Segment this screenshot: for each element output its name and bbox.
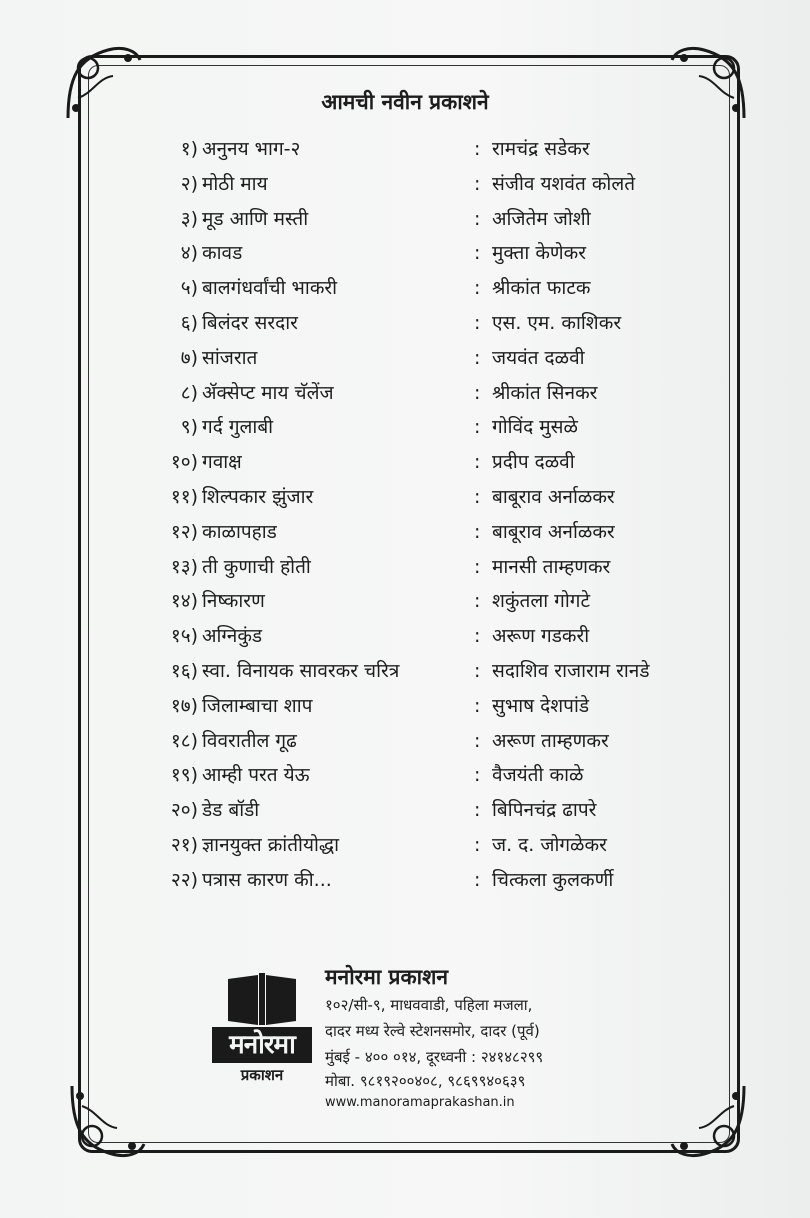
separator: : (474, 694, 481, 717)
book-row (0, 793, 810, 827)
book-number: १५) (170, 625, 198, 648)
separator: : (474, 207, 481, 230)
mobile-line: मोबा. ९८१९२००४०८, ९८६९९४०६३९ (325, 1072, 526, 1090)
book-title: मोठी माय (202, 172, 268, 195)
book-number: २२) (170, 868, 198, 891)
book-author: बिपिनचंद्र ढापरे (492, 799, 597, 822)
book-row (0, 341, 810, 375)
separator: : (474, 312, 481, 334)
separator: : (474, 799, 481, 822)
book-number: १०) (170, 451, 198, 474)
separator: : (474, 555, 481, 578)
separator: : (474, 764, 481, 787)
book-title: काळापहाड (202, 520, 277, 543)
separator: : (474, 729, 481, 752)
address-line-1: १०२/सी-९, माधववाडी, पहिला मजला, (325, 996, 533, 1014)
logo-subtitle: प्रकाशन (240, 1066, 284, 1084)
book-row (0, 550, 810, 584)
separator: : (474, 625, 481, 648)
book-row (0, 271, 810, 305)
book-row (0, 654, 810, 688)
book-title: अनुनय भाग-२ (202, 138, 301, 160)
book-row (0, 724, 810, 758)
book-row (0, 689, 810, 723)
publisher-logo (212, 971, 312, 1089)
book-row (0, 376, 810, 410)
separator: : (474, 346, 481, 369)
book-number: १३) (170, 555, 198, 578)
separator: : (474, 834, 481, 856)
book-author: वैजयंती काळे (492, 764, 584, 787)
book-author: श्रीकांत फाटक (492, 277, 591, 300)
separator: : (474, 520, 481, 543)
book-title: मूड आणि मस्ती (202, 207, 309, 230)
logo-wordmark: मनोरमा (212, 1027, 312, 1063)
book-author: चित्कला कुलकर्णी (492, 868, 614, 891)
book-row (0, 236, 810, 270)
separator: : (474, 172, 481, 195)
book-author: शकुंतला गोगटे (492, 590, 591, 613)
book-author: प्रदीप दळवी (492, 451, 575, 474)
book-number: २) (180, 172, 198, 195)
book-title: कावड (202, 242, 243, 265)
book-author: गोविंद मुसळे (492, 416, 578, 439)
book-author: बाबूराव अर्नाळकर (492, 520, 615, 543)
book-author: रामचंद्र सडेकर (492, 138, 590, 160)
book-number: ८) (180, 381, 198, 404)
book-title: ॲक्सेप्ट माय चॅलेंज (202, 381, 334, 404)
book-author: सुभाष देशपांडे (492, 694, 590, 717)
book-row (0, 202, 810, 236)
book-row (0, 445, 810, 479)
book-number: ११) (170, 486, 198, 508)
address-line-2: दादर मध्य रेल्वे स्टेशनसमोर, दादर (पूर्व) (325, 1022, 540, 1040)
book-row (0, 515, 810, 549)
book-title: पत्रास कारण की... (202, 868, 332, 891)
book-title: गर्द गुलाबी (202, 416, 274, 439)
book-number: ९) (180, 416, 198, 439)
book-number: २०) (170, 799, 198, 822)
book-author: अरूण ताम्हणकर (492, 729, 609, 752)
book-author: एस. एम. काशिकर (492, 312, 622, 334)
book-number: ५) (180, 277, 198, 300)
book-author: मुक्ता केणेकर (492, 242, 587, 265)
book-number: १२) (170, 520, 198, 543)
separator: : (474, 138, 481, 160)
book-author: जयवंत दळवी (492, 346, 585, 369)
book-row (0, 167, 810, 201)
separator: : (474, 486, 481, 508)
book-number: ६) (180, 312, 198, 334)
book-author: संजीव यशवंत कोलते (492, 172, 636, 195)
book-title: जिलाम्बाचा शाप (202, 694, 313, 717)
book-title: ती कुणाची होती (202, 555, 311, 578)
book-number: ४) (180, 242, 198, 265)
book-number: १४) (170, 590, 198, 613)
book-number: १८) (170, 729, 198, 752)
book-title: शिल्पकार झुंजार (202, 486, 314, 508)
book-author: बाबूराव अर्नाळकर (492, 486, 615, 508)
book-title: गवाक्ष (202, 451, 242, 474)
publisher-block (0, 955, 810, 1115)
book-title: ज्ञानयुक्त क्रांतीयोद्धा (202, 834, 340, 856)
separator: : (474, 868, 481, 891)
book-title: विवरातील गूढ (202, 729, 297, 752)
book-author: अरूण गडकरी (492, 625, 590, 648)
separator: : (474, 590, 481, 613)
book-number: १९) (170, 764, 198, 787)
book-number: २१) (170, 834, 198, 856)
separator: : (474, 451, 481, 474)
page-title: आमची नवीन प्रकाशने (321, 90, 489, 114)
book-title: स्वा. विनायक सावरकर चरित्र (202, 660, 400, 682)
book-number: ३) (180, 207, 198, 230)
book-number: १७) (170, 694, 198, 717)
book-row (0, 863, 810, 897)
book-author: मानसी ताम्हणकर (492, 555, 611, 578)
website-link[interactable]: www.manoramaprakashan.in (325, 1095, 515, 1110)
book-author: ज. द. जोगळेकर (492, 834, 607, 856)
book-row (0, 619, 810, 653)
separator: : (474, 381, 481, 404)
publisher-name: मनोरमा प्रकाशन (325, 965, 448, 989)
book-title: डेड बॉडी (202, 799, 260, 822)
book-title: बालगंधर्वांची भाकरी (202, 277, 338, 300)
open-book-icon (224, 971, 300, 1027)
book-author: सदाशिव राजाराम रानडे (492, 660, 650, 682)
book-row (0, 480, 810, 514)
book-title: अग्निकुंड (202, 625, 263, 648)
book-number: १) (180, 138, 198, 160)
separator: : (474, 416, 481, 439)
book-title: बिलंदर सरदार (202, 312, 298, 334)
book-row (0, 306, 810, 340)
separator: : (474, 277, 481, 300)
book-row (0, 828, 810, 862)
book-row (0, 132, 810, 166)
book-number: ७) (180, 346, 198, 369)
book-title: सांजरात (202, 346, 258, 369)
book-title: निष्कारण (202, 590, 265, 613)
book-row (0, 758, 810, 792)
book-title: आम्ही परत येऊ (202, 764, 310, 787)
separator: : (474, 242, 481, 265)
book-row (0, 410, 810, 444)
phone-line: मुंबई - ४०० ०१४, दूरध्वनी : २४१४८२९९ (325, 1048, 544, 1066)
book-author: श्रीकांत सिनकर (492, 381, 598, 404)
book-row (0, 584, 810, 618)
book-author: अजितेम जोशी (492, 207, 591, 230)
separator: : (474, 660, 481, 682)
book-number: १६) (170, 660, 198, 682)
